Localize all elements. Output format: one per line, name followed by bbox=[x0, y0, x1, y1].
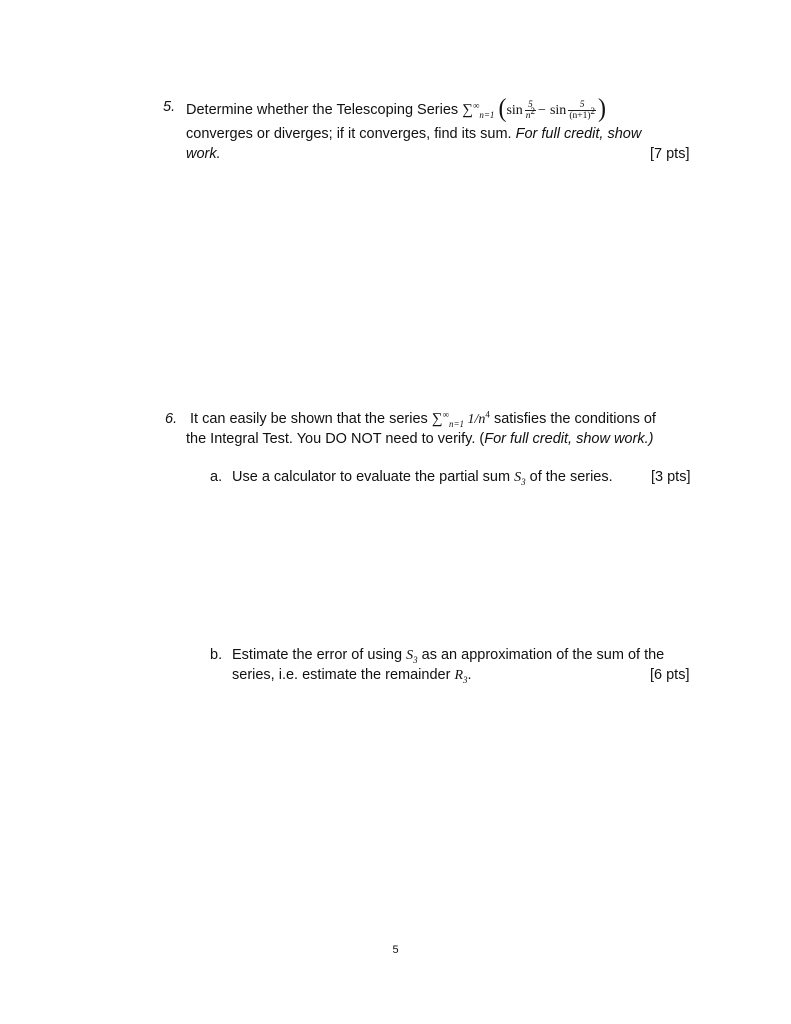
part-b-label: b. bbox=[210, 647, 223, 663]
part-a-text: Use a calculator to evaluate the partial sum $S_3$ of the series. bbox=[232, 469, 613, 487]
question-5-line-3: work. bbox=[186, 146, 221, 162]
part-a-points: [3 pts] bbox=[651, 469, 691, 485]
full-credit-note: For full credit, show bbox=[515, 126, 642, 142]
partial-sum-symbol-b: $S_3$ bbox=[406, 648, 418, 665]
part-b-text: Estimate the error of using $S_3$ as an approximation of the sum of the bbox=[232, 647, 665, 665]
question-5-points: [7 pts] bbox=[650, 146, 690, 162]
part-b-line-2: series, i.e. estimate the remainder $R_3$. bbox=[232, 667, 472, 685]
series-notation: $\sum^\infty_{n=1}$ bbox=[462, 100, 495, 120]
fraction-5-over-n-plus-1-squared: $\frac{5}{(n+1)^2}$ bbox=[569, 99, 595, 121]
page-number: 5 bbox=[392, 944, 399, 956]
remainder-symbol: $R_3$ bbox=[454, 668, 468, 685]
question-6-line-1: It can easily be shown that the series $\sum^\infty_{n=1}$ $1/n^4$ satisfies the conditions of bbox=[190, 409, 656, 429]
question-6-line-2: the Integral Test. You DO NOT need to verify. (For full credit, show work.) bbox=[186, 431, 654, 447]
question-6-number: 6. bbox=[165, 411, 178, 427]
question-5-intro: Determine whether the Telescoping Series bbox=[186, 102, 459, 118]
minus-sign: − bbox=[538, 103, 546, 118]
sin-term-1: sin bbox=[506, 103, 523, 118]
question-5-line-2: converges or diverges; if it converges, find its sum. For full credit, show bbox=[186, 126, 642, 142]
part-b-points: [6 pts] bbox=[650, 667, 690, 683]
full-credit-note-q6: For full credit, show work.) bbox=[484, 431, 654, 447]
question-5-number: 5. bbox=[163, 99, 176, 115]
part-a-label: a. bbox=[210, 469, 223, 485]
fraction-5-over-n-squared: $\frac{5}{n^2}$ bbox=[525, 99, 536, 121]
series-notation-q6: $\sum^\infty_{n=1}$ $1/n^4$ bbox=[431, 409, 490, 429]
partial-sum-symbol: $S_3$ bbox=[514, 470, 526, 487]
question-5-line-1: Determine whether the Telescoping Series $\sum^\infty_{n=1}$ (sin $\frac{5}{n^2}$ − sin $\frac{5}{(n+1)^2}$ ) bbox=[186, 94, 606, 124]
sin-term-2: sin bbox=[549, 103, 567, 118]
